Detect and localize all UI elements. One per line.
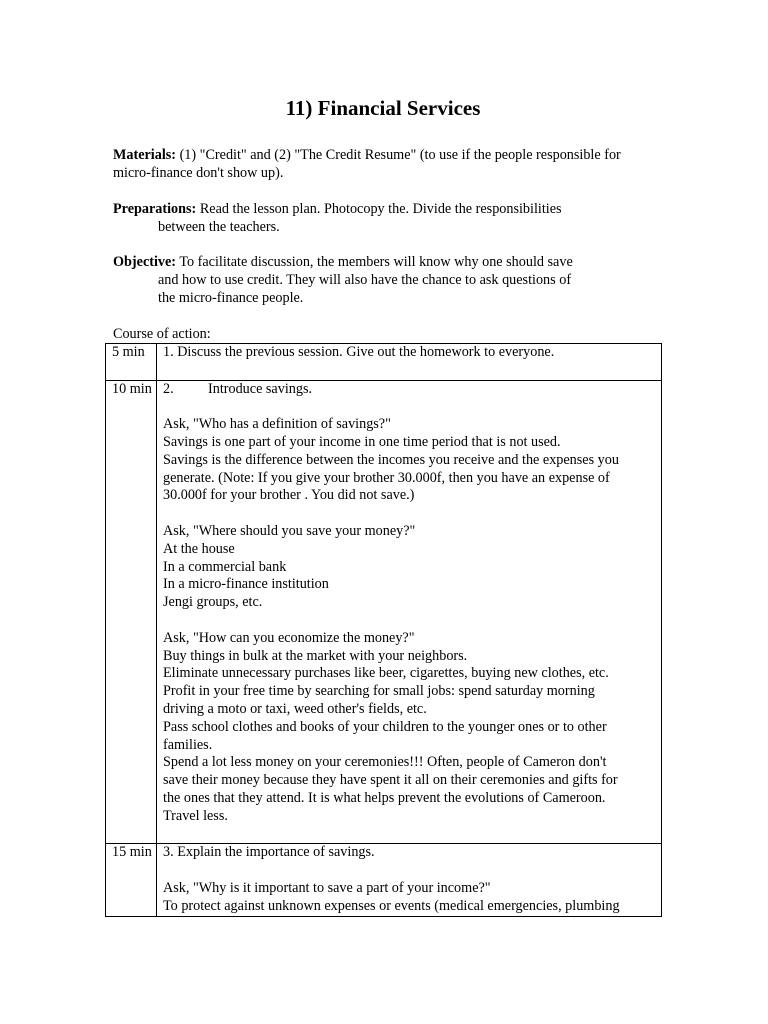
objective-label: Objective: [113, 254, 177, 270]
objective-paragraph [113, 254, 658, 307]
page-title: 11) Financial Services [285, 96, 481, 120]
activity-line: Profit in your free time by searching for small jobs: spend saturday morning [163, 683, 595, 700]
activity-line: Savings is one part of your income in one time period that is not used. [163, 433, 561, 450]
activity-line: Eliminate unnecessary purchases like beer, cigarettes, buying new clothes, etc. [163, 665, 609, 682]
activity-line: To protect against unknown expenses or events (medical emergencies, plumbing [163, 897, 620, 914]
activity-line: In a micro-finance institution [163, 576, 329, 593]
materials-text-2: micro-finance don't show up). [113, 164, 284, 181]
materials-paragraph [113, 147, 658, 183]
table-row [106, 380, 662, 844]
activity-line: the ones that they attend. It is what helps prevent the evolutions of Cameroon. [163, 789, 606, 806]
preparations-text-2: between the teachers. [158, 218, 280, 235]
table-row [106, 844, 662, 916]
activity-line: Jengi groups, etc. [163, 594, 263, 611]
activity-line: Pass school clothes and books of your children to the younger ones or to other [163, 718, 607, 735]
objective-text-1: To facilitate discussion, the members will know why one should save [176, 254, 573, 270]
activity-line: Ask, "How can you economize the money?" [163, 629, 415, 646]
preparations-label: Preparations: [113, 201, 197, 217]
activity-cell [157, 844, 662, 916]
time-cell: 15 min [106, 844, 157, 916]
activity-line: driving a moto or taxi, weed other's fields, etc. [163, 700, 427, 717]
objective-text-2: and how to use credit. They will also have the chance to ask questions of [158, 271, 572, 288]
activity-line: Buy things in bulk at the market with your neighbors. [163, 647, 468, 664]
time-cell: 5 min [106, 344, 157, 381]
activity-line: save their money because they have spent it all on their ceremonies and gifts for [163, 772, 618, 789]
activity-heading: Introduce savings. [208, 380, 313, 397]
time-cell: 10 min [106, 380, 157, 844]
activity-line: generate. (Note: If you give your brother 30.000f, then you have an expense of [163, 469, 610, 486]
activity-line: 30.000f for your brother . You did not save.) [163, 487, 415, 504]
activity-line: Ask, "Who has a definition of savings?" [163, 416, 391, 433]
activity-heading-number: 2. [163, 380, 174, 397]
preparations-paragraph [113, 201, 658, 237]
preparations-text-1: Read the lesson plan. Photocopy the. Divide the responsibilities [196, 201, 562, 217]
course-of-action-label: Course of action: [113, 326, 211, 342]
activity-line: Travel less. [163, 807, 228, 824]
course-table [105, 343, 662, 917]
activity-line: In a commercial bank [163, 558, 287, 575]
table-row [106, 344, 662, 381]
activity-line: Ask, "Where should you save your money?" [163, 522, 416, 539]
activity-line: Ask, "Why is it important to save a part of your income?" [163, 879, 491, 896]
activity-line: 1. Discuss the previous session. Give out the homework to everyone. [163, 344, 555, 360]
activity-heading: 3. Explain the importance of savings. [163, 844, 375, 861]
activity-line: Savings is the difference between the incomes you receive and the expenses you [163, 451, 619, 468]
materials-label: Materials: [113, 147, 177, 163]
activity-line: Spend a lot less money on your ceremonies!!! Often, people of Cameron don't [163, 754, 607, 771]
materials-text-1: (1) "Credit" and (2) "The Credit Resume" (to use if the people responsible for [176, 147, 621, 163]
activity-line: At the house [163, 540, 235, 557]
objective-text-3: the micro-finance people. [158, 289, 304, 306]
activity-cell [157, 344, 662, 381]
activity-cell [157, 380, 662, 844]
activity-line: families. [163, 736, 213, 753]
